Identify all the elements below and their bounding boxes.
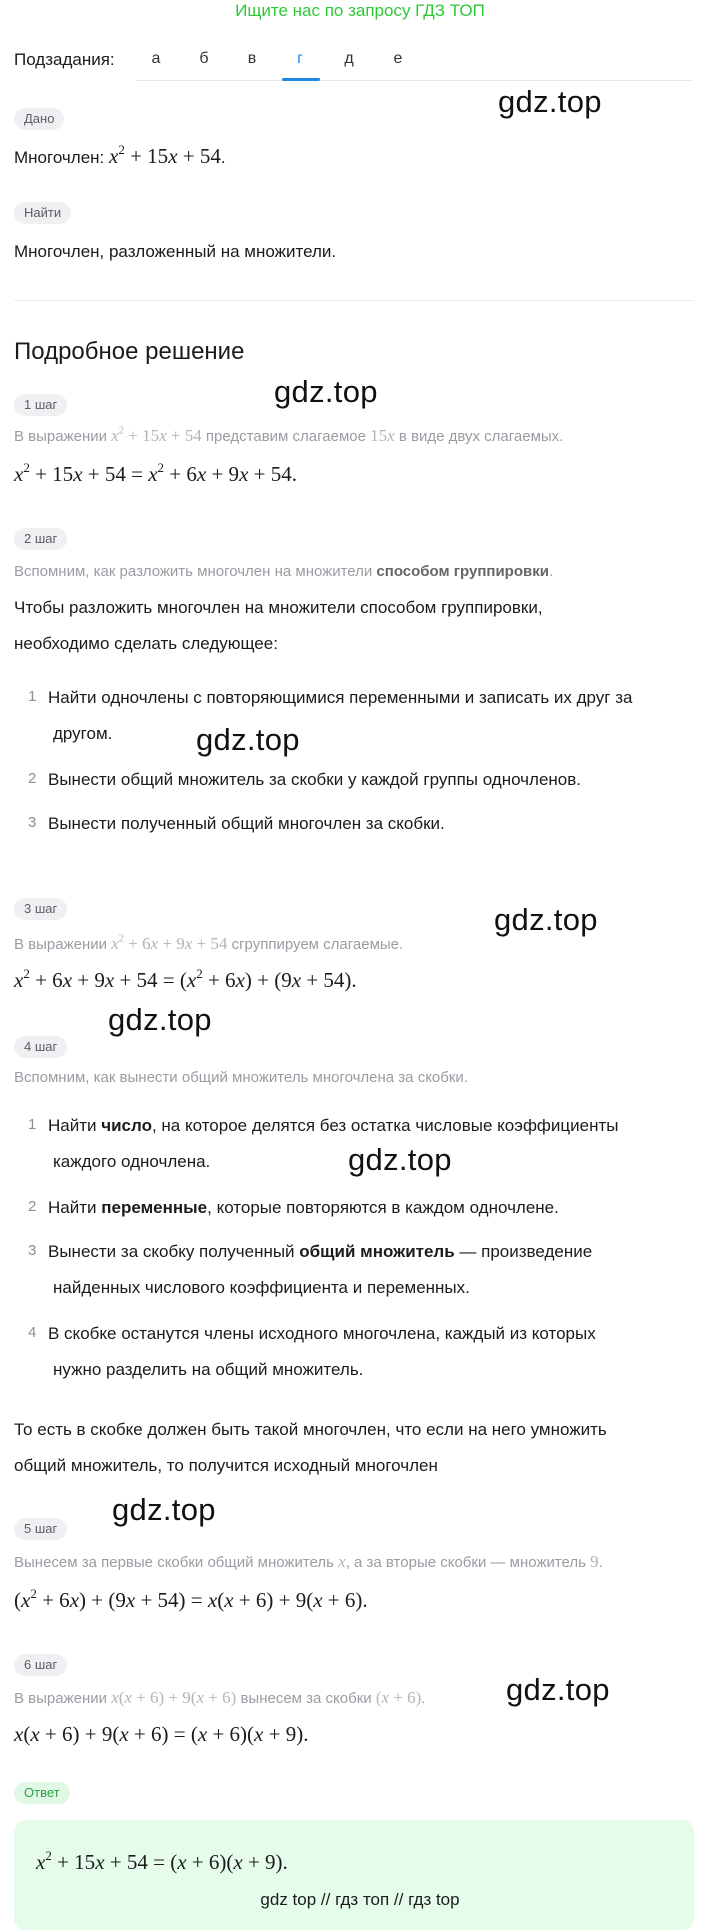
list-number: 1 bbox=[28, 1116, 37, 1133]
step1-expr: $x^2 + 15x + 54$ bbox=[111, 425, 202, 445]
watermark: gdz.top bbox=[498, 84, 602, 119]
step1-equation: $x^2 + 15x + 54 = x^2 + 6x + 9x + 54$. bbox=[14, 459, 297, 486]
given-line bbox=[14, 138, 226, 176]
step3-expr: $x^2 + 6x + 9x + 54$ bbox=[111, 933, 228, 953]
list-text: Найти bbox=[48, 1198, 102, 1217]
list-text: — произведение bbox=[454, 1242, 593, 1261]
list-item-line: Вынести полученный общий многочлен за скобки. bbox=[48, 814, 445, 833]
step2-chip-wrap bbox=[14, 528, 67, 550]
step4-chip-wrap bbox=[14, 1036, 67, 1058]
list-bold: переменные bbox=[101, 1198, 208, 1217]
solution-title-wrap bbox=[14, 338, 244, 366]
step6-equation: x(x + 6) + 9(x + 6) = (x + 6)(x + 9). bbox=[14, 1722, 309, 1746]
step6-post: . bbox=[421, 1690, 426, 1707]
list-item-line: В скобке останутся члены исходного многочлена, каждый из которых bbox=[48, 1324, 596, 1343]
watermark: gdz.top bbox=[108, 1002, 212, 1037]
list-item-line: нужно разделить на общий множитель. bbox=[53, 1360, 364, 1379]
step2-line1: Чтобы разложить многочлен на множители способом группировки, bbox=[14, 598, 543, 617]
step6-chip: 6 шаг bbox=[14, 1654, 67, 1676]
step1-term: 15x bbox=[370, 426, 395, 445]
list-number: 2 bbox=[28, 770, 37, 787]
step5-post: . bbox=[598, 1554, 603, 1571]
given-text: Многочлен: bbox=[14, 148, 105, 167]
step1-post: в виде двух слагаемых. bbox=[398, 428, 564, 445]
step2-list-item-2 bbox=[28, 762, 698, 798]
list-item-line: другом. bbox=[53, 724, 113, 743]
step2-note bbox=[14, 562, 553, 582]
footer-links[interactable]: gdz top // гдз топ // гдз top bbox=[260, 1890, 460, 1909]
step3-pre: В выражении bbox=[14, 936, 108, 953]
subtask-tabs bbox=[136, 40, 692, 81]
step3-chip: 3 шаг bbox=[14, 898, 67, 920]
watermark: gdz.top bbox=[506, 1672, 610, 1707]
step4-list-item-3 bbox=[28, 1234, 698, 1306]
active-tab-indicator bbox=[282, 78, 320, 81]
list-number: 1 bbox=[28, 688, 37, 705]
list-item-line: Найти одночлены с повторяющимися переменными и записать их друг за bbox=[48, 688, 633, 707]
step3-equation: $x^2 + 6x + 9x + 54 = (x^2 + 6x) + (9x + 54)$. bbox=[14, 965, 357, 992]
answer-formula: $x^2 + 15x + 54 = (x + 6)(x + 9)$. bbox=[36, 1847, 288, 1874]
step5-note bbox=[14, 1552, 603, 1573]
step5-num: 9 bbox=[590, 1552, 599, 1571]
list-bold: общий множитель bbox=[299, 1242, 455, 1261]
step4-after-line1: То есть в скобке должен быть такой многочлен, что если на него умножить bbox=[14, 1420, 607, 1439]
step4-after-line2: общий множитель, то получится исходный многочлен bbox=[14, 1456, 438, 1475]
solution-title: Подробное решение bbox=[14, 338, 245, 365]
step3-post: сгруппируем слагаемые. bbox=[231, 936, 404, 953]
list-number: 4 bbox=[28, 1324, 37, 1341]
step1-chip-wrap bbox=[14, 394, 67, 416]
given-formula: $x^2 + 15x + 54$ bbox=[109, 141, 221, 168]
list-text: Найти bbox=[48, 1116, 102, 1135]
answer-box bbox=[14, 1820, 694, 1930]
section-divider bbox=[14, 300, 694, 301]
step4-list-item-2 bbox=[28, 1190, 698, 1226]
given-chip-wrap bbox=[14, 108, 64, 130]
tab-d[interactable]: д bbox=[344, 50, 354, 67]
subtasks-label: Подзадания: bbox=[14, 50, 115, 69]
tab-v[interactable]: в bbox=[247, 50, 257, 67]
step5-pre: Вынесем за первые скобки общий множитель bbox=[14, 1554, 334, 1571]
step1-pre: В выражении bbox=[14, 428, 108, 445]
list-item-line: каждого одночлена. bbox=[53, 1152, 211, 1171]
step2-chip: 2 шаг bbox=[14, 528, 67, 550]
step5-chip-wrap bbox=[14, 1518, 67, 1540]
step2-note-pre: Вспомним, как разложить многочлен на множители bbox=[14, 563, 373, 580]
tab-e[interactable]: е bbox=[393, 50, 403, 67]
step2-note-bold: способом группировки bbox=[376, 563, 549, 580]
watermark: gdz.top bbox=[494, 902, 598, 937]
step4-list-item-4 bbox=[28, 1316, 698, 1388]
watermark: gdz.top bbox=[112, 1492, 216, 1527]
answer-chip: Ответ bbox=[14, 1782, 70, 1804]
watermark: gdz.top bbox=[274, 374, 378, 409]
step3-note bbox=[14, 934, 403, 955]
step2-line2: необходимо сделать следующее: bbox=[14, 634, 278, 653]
step5-mid: , а за вторые скобки — множитель bbox=[345, 1554, 586, 1571]
watermark: gdz.top bbox=[348, 1142, 452, 1177]
step1-chip: 1 шаг bbox=[14, 394, 67, 416]
tab-g[interactable]: г bbox=[297, 50, 303, 67]
step2-list-item-1 bbox=[28, 680, 698, 752]
find-chip-wrap bbox=[14, 202, 71, 224]
step6-mid: вынесем за скобки bbox=[240, 1690, 372, 1707]
search-banner: Ищите нас по запросу ГДЗ ТОП bbox=[235, 1, 485, 20]
step6-expr: x(x + 6) + 9(x + 6) bbox=[111, 1688, 237, 1707]
find-chip: Найти bbox=[14, 202, 71, 224]
list-bold: число bbox=[101, 1116, 152, 1135]
list-text: Вынести за скобку полученный bbox=[48, 1242, 300, 1261]
step1-note bbox=[14, 426, 563, 447]
step6-pre: В выражении bbox=[14, 1690, 108, 1707]
step5-chip: 5 шаг bbox=[14, 1518, 67, 1540]
list-item-line: Вынести общий множитель за скобки у каждой группы одночленов. bbox=[48, 770, 582, 789]
step2-note-post: . bbox=[548, 563, 554, 580]
tab-b[interactable]: б bbox=[199, 50, 209, 67]
given-chip: Дано bbox=[14, 108, 64, 130]
step5-equation: $(x^2 + 6x) + (9x + 54) = x(x + 6) + 9(x + 6)$. bbox=[14, 1585, 368, 1612]
step3-chip-wrap bbox=[14, 898, 67, 920]
step4-note: Вспомним, как вынести общий множитель многочлена за скобки. bbox=[14, 1069, 468, 1086]
list-number: 3 bbox=[28, 814, 37, 831]
list-number: 3 bbox=[28, 1242, 37, 1259]
step2-list-item-3 bbox=[28, 806, 698, 842]
step5-var: x bbox=[338, 1552, 346, 1571]
answer-chip-wrap bbox=[14, 1782, 70, 1804]
list-text: , которые повторяются в каждом одночлене. bbox=[207, 1198, 559, 1217]
step4-chip: 4 шаг bbox=[14, 1036, 67, 1058]
step1-mid: представим слагаемое bbox=[205, 428, 366, 445]
list-item-line: найденных числового коэффициента и переменных. bbox=[53, 1278, 470, 1297]
list-number: 2 bbox=[28, 1198, 37, 1215]
watermark: gdz.top bbox=[196, 722, 300, 757]
given-dot: . bbox=[220, 148, 226, 167]
list-text: , на которое делятся без остатка числовые коэффициенты bbox=[151, 1116, 619, 1135]
step6-factor: (x + 6) bbox=[375, 1688, 422, 1707]
find-text: Многочлен, разложенный на множители. bbox=[14, 242, 337, 261]
tab-a[interactable]: а bbox=[151, 50, 161, 67]
step6-note bbox=[14, 1688, 425, 1709]
step6-chip-wrap bbox=[14, 1654, 67, 1676]
